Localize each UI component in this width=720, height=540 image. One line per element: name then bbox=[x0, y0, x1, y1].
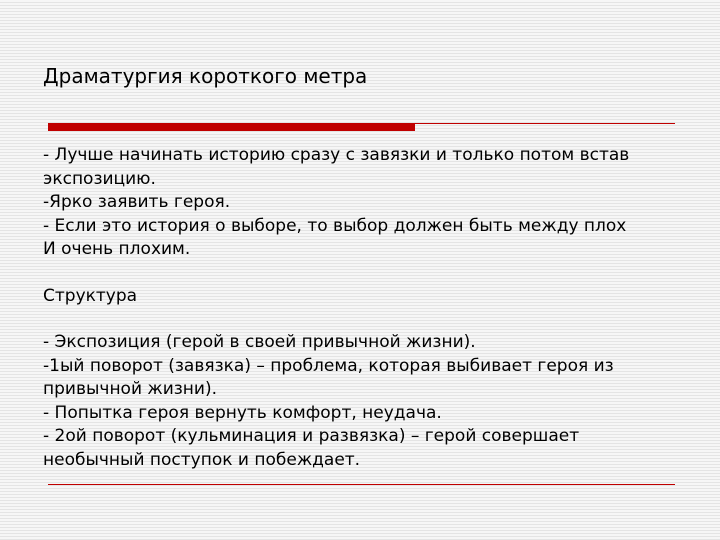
intro-line: -Ярко заявить героя. bbox=[43, 192, 231, 212]
structure-line: - 2ой поворот (кульминация и развязка) – герой совершает bbox=[43, 426, 580, 446]
intro-line: И очень плохим. bbox=[43, 239, 191, 259]
structure-line: - Экспозиция (герой в своей привычной жизни). bbox=[43, 332, 476, 352]
paragraph-gap bbox=[43, 308, 720, 331]
intro-line: экспозицию. bbox=[43, 168, 156, 189]
paragraph-gap bbox=[43, 262, 720, 285]
structure-heading: Структура bbox=[43, 285, 138, 306]
title-underline-thin bbox=[415, 123, 675, 124]
slide-body bbox=[43, 144, 720, 472]
slide-title: Драматургия короткого метра bbox=[43, 64, 368, 88]
intro-line: - Лучше начинать историю сразу с завязки и только потом встав bbox=[43, 145, 630, 165]
structure-line: - Попытка героя вернуть комфорт, неудача. bbox=[43, 402, 442, 423]
structure-line: привычной жизни). bbox=[43, 379, 218, 399]
intro-line: - Если это история о выборе, то выбор должен быть между плох bbox=[43, 215, 627, 236]
structure-line: необычный поступок и побеждает. bbox=[43, 449, 361, 470]
footer-rule bbox=[48, 484, 675, 485]
title-underline-thick bbox=[48, 123, 415, 131]
structure-line: -1ый поворот (завязка) – проблема, которая выбивает героя из bbox=[43, 355, 614, 376]
